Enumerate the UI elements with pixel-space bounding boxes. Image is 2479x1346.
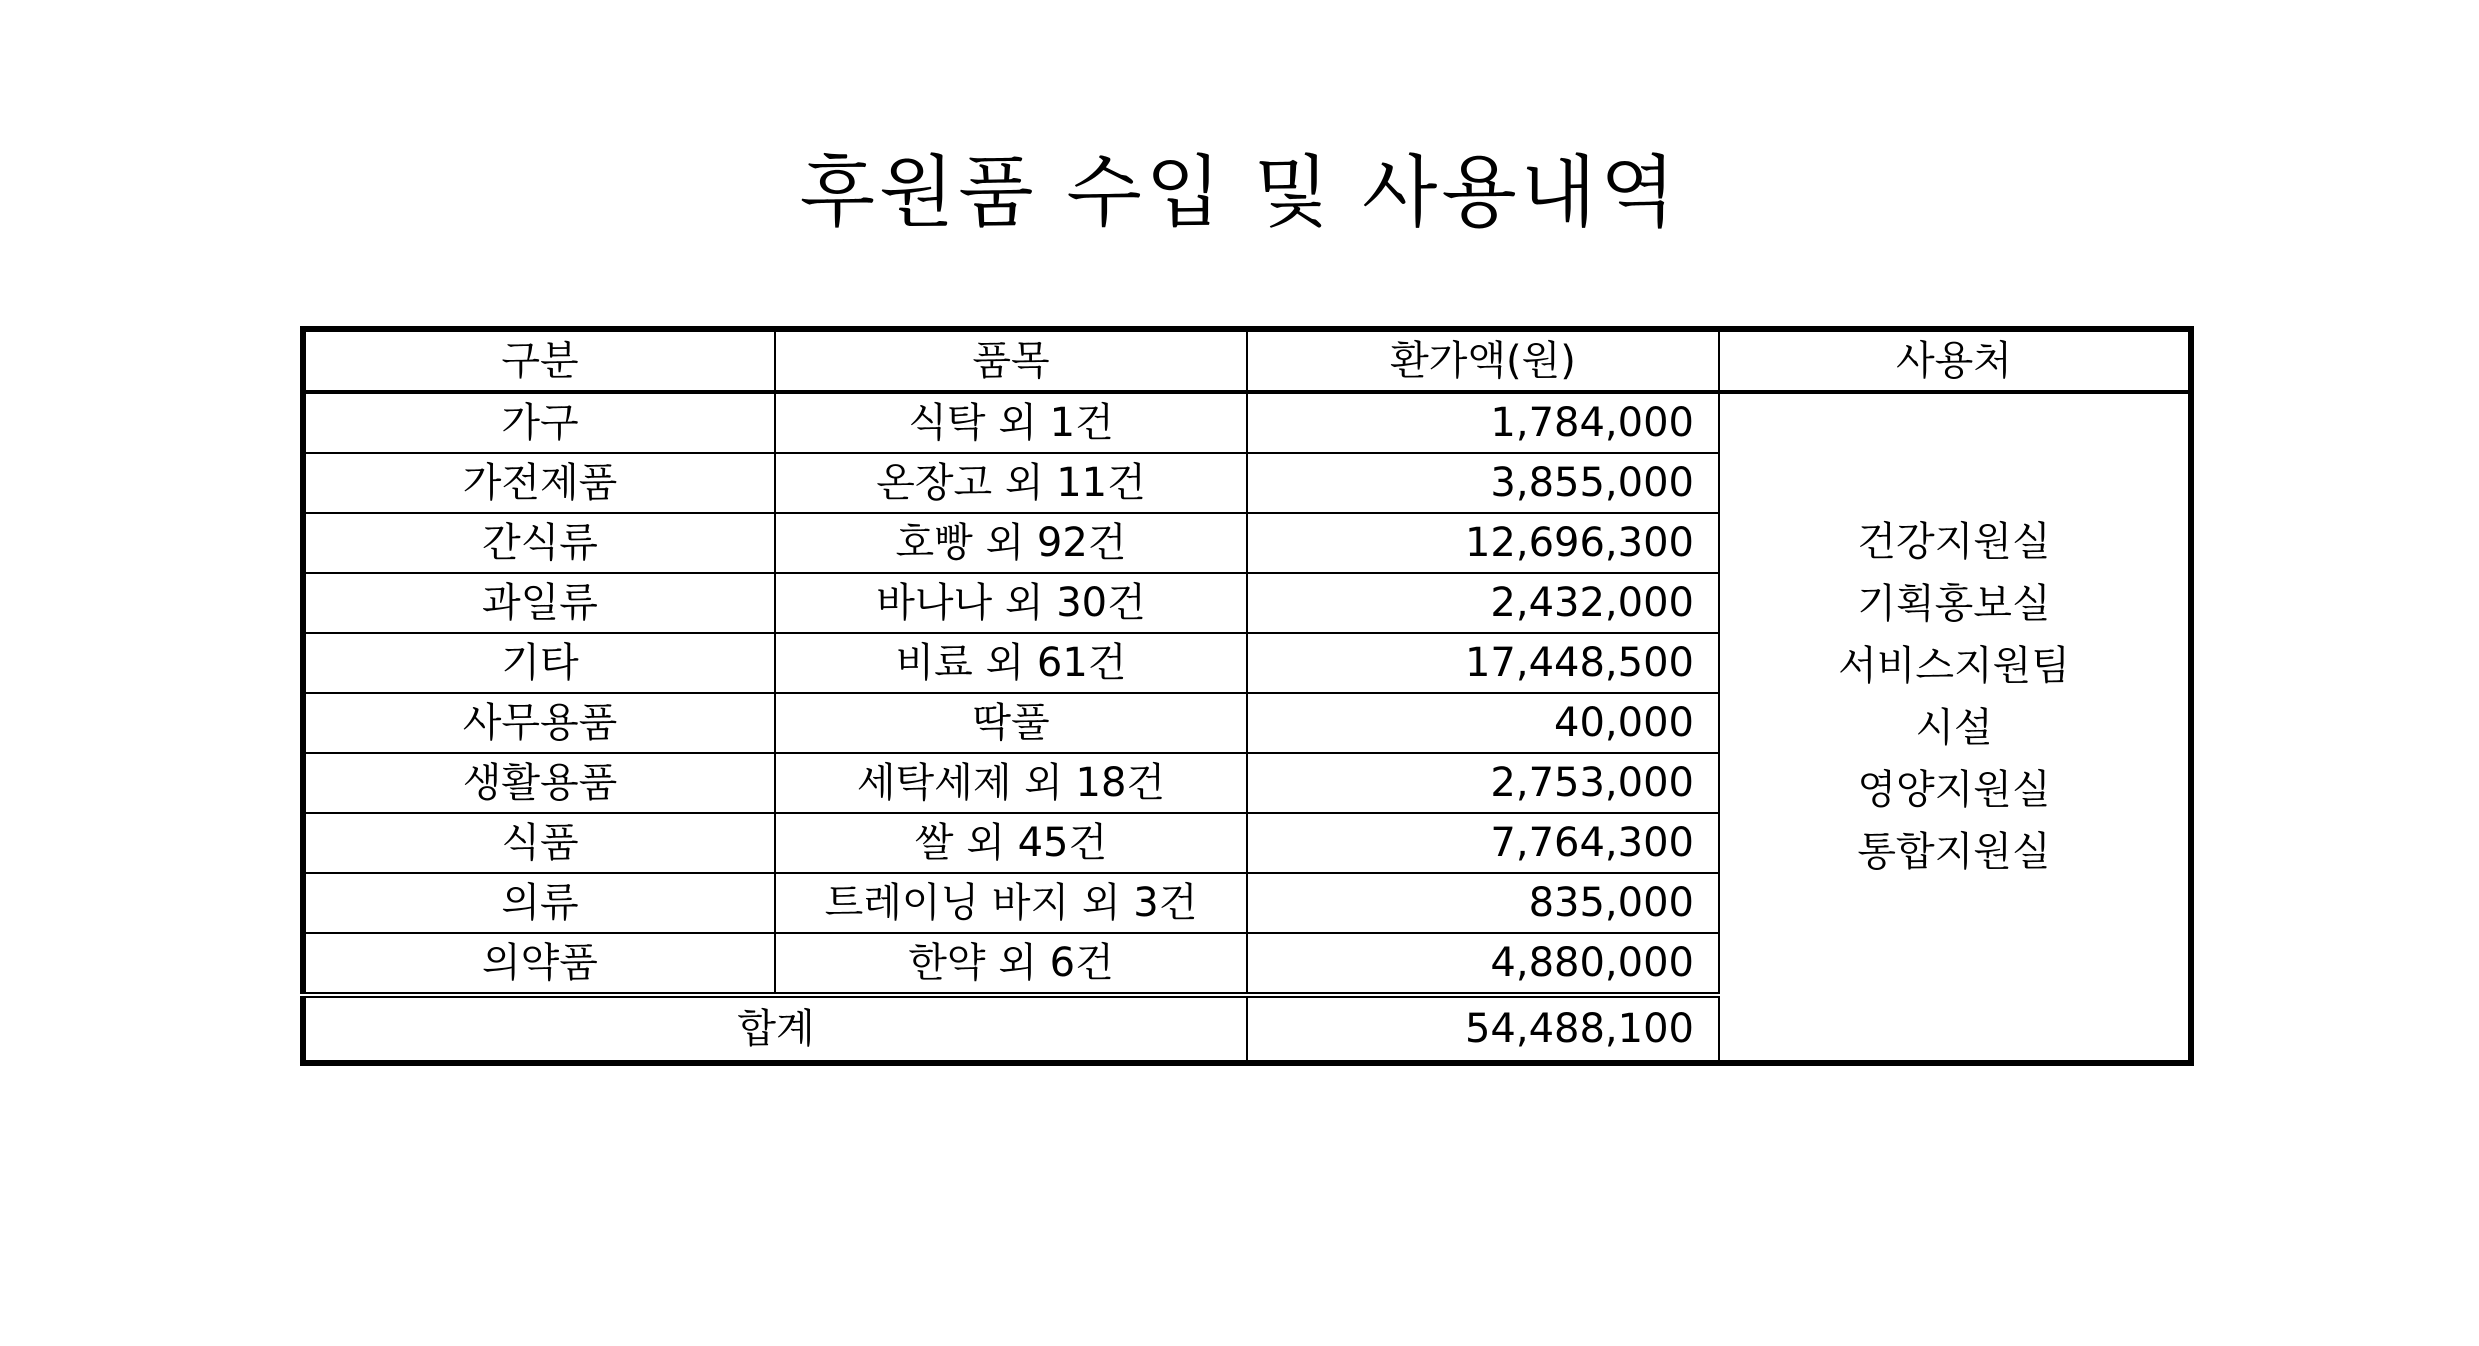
header-amount: 환가액(원) [1247,329,1719,392]
item-cell: 딱풀 [775,693,1247,753]
amount-cell: 12,696,300 [1247,513,1719,573]
header-category: 구분 [303,329,775,392]
category-cell: 간식류 [303,513,775,573]
amount-cell: 835,000 [1247,873,1719,933]
table-row [303,392,2191,453]
header-item: 품목 [775,329,1247,392]
item-cell: 세탁세제 외 18건 [775,753,1247,813]
user-entry: 기획홍보실 [1857,581,2051,627]
users-cell [1719,392,2191,1063]
item-cell: 식탁 외 1건 [775,392,1247,453]
category-cell: 생활용품 [303,753,775,813]
user-entry: 시설 [1915,705,1993,751]
category-cell: 가전제품 [303,453,775,513]
total-label: 합계 [303,995,1247,1063]
amount-cell: 1,784,000 [1247,392,1719,453]
user-entry: 서비스지원팀 [1838,643,2070,689]
item-cell: 비료 외 61건 [775,633,1247,693]
category-cell: 의약품 [303,933,775,995]
category-cell: 식품 [303,813,775,873]
table-header-row [303,329,2191,392]
category-cell: 기타 [303,633,775,693]
amount-cell: 3,855,000 [1247,453,1719,513]
donation-table [300,326,2194,1066]
amount-cell: 4,880,000 [1247,933,1719,995]
item-cell: 쌀 외 45건 [775,813,1247,873]
total-amount: 54,488,100 [1247,995,1719,1063]
amount-cell: 40,000 [1247,693,1719,753]
item-cell: 온장고 외 11건 [775,453,1247,513]
user-entry: 건강지원실 [1857,519,2051,565]
user-entry: 영양지원실 [1857,767,2051,813]
amount-cell: 17,448,500 [1247,633,1719,693]
category-cell: 과일류 [303,573,775,633]
amount-cell: 2,753,000 [1247,753,1719,813]
amount-cell: 7,764,300 [1247,813,1719,873]
item-cell: 한약 외 6건 [775,933,1247,995]
amount-cell: 2,432,000 [1247,573,1719,633]
category-cell: 가구 [303,392,775,453]
user-entry: 통합지원실 [1857,829,2051,875]
item-cell: 트레이닝 바지 외 3건 [775,873,1247,933]
header-users: 사용처 [1719,329,2191,392]
category-cell: 의류 [303,873,775,933]
item-cell: 호빵 외 92건 [775,513,1247,573]
page-title: 후원품 수입 및 사용내역 [799,148,1680,238]
item-cell: 바나나 외 30건 [775,573,1247,633]
category-cell: 사무용품 [303,693,775,753]
